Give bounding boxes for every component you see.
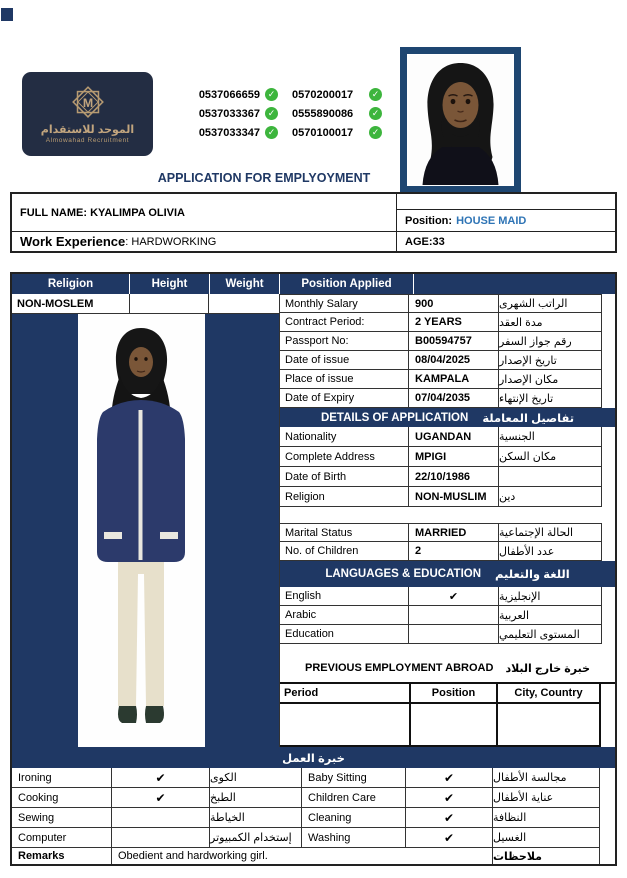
row-value: MARRIED [409,523,499,542]
full-body-photo-area [12,314,279,747]
table-row [280,542,615,561]
phone-number: 0537033367 [198,107,260,120]
corner-mark [1,8,13,21]
table-row [280,351,615,370]
employment-table-empty-row [280,704,615,747]
row-label: Date of Birth [280,467,409,487]
page-title: APPLICATION FOR EMPLYOYMENT [157,171,371,185]
spacer [280,507,615,523]
skill-checkmark: ✔ [112,788,210,808]
phone-numbers-block [194,85,390,142]
whatsapp-check-icon: ✓ [265,88,278,101]
remarks-row [12,848,615,864]
logo-english-name: Almowahad Recruitment [45,137,130,145]
row-label: Monthly Salary [280,294,409,313]
row-value: 22/10/1986 [409,467,499,487]
city-country-cell [498,704,601,747]
empty-cell [397,194,615,210]
phone-row [194,104,390,123]
row-arabic-label: العربية [499,606,602,625]
height-value-cell [130,294,210,314]
identity-table [10,192,617,253]
skill-label: Computer [12,828,112,848]
skill-checkmark: ✔ [406,768,493,788]
skill-arabic-label: الغسيل [493,828,600,848]
row-value: KAMPALA [409,370,499,389]
phone-number: 0555890086 [292,107,354,120]
header-filler [414,274,615,294]
skill-arabic-label: الخياطة [210,808,302,828]
table-row [280,606,615,625]
row-arabic-label: الراتب الشهرى [499,294,602,313]
period-cell [280,704,411,747]
remarks-label: Remarks [12,848,112,864]
row-label: Marital Status [280,523,409,542]
height-header: Height [130,274,210,294]
skill-checkmark: ✔ [406,808,493,828]
checkmark-cell [409,625,499,644]
phone-number: 0570100017 [292,126,354,139]
skill-checkmark: ✔ [112,768,210,788]
row-value: 08/04/2025 [409,351,499,370]
application-details-panel [280,294,615,747]
row-value: 2 [409,542,499,561]
work-experience-label: Work Experience [20,234,126,249]
row-label: Place of issue [280,370,409,389]
row-arabic-label: مكان الإصدار [499,370,602,389]
skill-checkmark [112,808,210,828]
remarks-value: Obedient and hardworking girl. [112,848,493,864]
row-label: Contract Period: [280,313,409,332]
applicant-portrait-photo [400,47,521,193]
phone-row [194,123,390,142]
phone-number: 0537066659 [198,88,260,101]
work-experience-cell [12,232,396,251]
row-arabic-label: دين [499,487,602,507]
whatsapp-check-icon: ✓ [369,126,382,139]
skill-checkmark [112,828,210,848]
row-arabic-label: الجنسية [499,427,602,447]
religion-header: Religion [12,274,130,294]
phone-number: 0537033347 [198,126,260,139]
skill-label: Washing [302,828,406,848]
work-experience-value: : HARDWORKING [125,235,217,248]
full-body-photo [78,314,205,747]
portrait-illustration [408,55,513,185]
table-row [280,370,615,389]
position-label: Position: [405,214,453,227]
position-applied-header: Position Applied [280,274,414,294]
phone-number: 0570200017 [292,88,354,101]
row-arabic-label: الإنجليزية [499,587,602,606]
skills-row [12,808,615,828]
weight-value-cell [209,294,279,314]
table-row [280,625,615,644]
phone-row [194,85,390,104]
row-label: Religion [280,487,409,507]
table-row [280,587,615,606]
section-title: PREVIOUS EMPLOYMENT ABROAD [304,662,494,674]
skill-label: Sewing [12,808,112,828]
agency-logo [22,72,153,156]
whatsapp-check-icon: ✓ [369,107,382,120]
table-row [280,487,615,507]
row-arabic-label: مدة العقد [499,313,602,332]
row-label: Nationality [280,427,409,447]
main-table-header [12,274,615,294]
identity-right-column [397,194,615,251]
row-label: Education [280,625,409,644]
table-row [280,313,615,332]
position-value: HOUSE MAID [456,214,527,227]
whatsapp-check-icon: ✓ [265,107,278,120]
religion-value-cell: NON-MOSLEM [12,294,130,314]
religion-value-row [12,294,279,314]
skills-row [12,768,615,788]
remarks-arabic-label: ملاحظات [493,848,600,864]
row-label: Arabic [280,606,409,625]
main-table-body [12,294,615,747]
skill-checkmark: ✔ [406,828,493,848]
spacer [280,644,615,654]
skill-label: Cooking [12,788,112,808]
main-application-table [10,272,617,866]
row-value: 900 [409,294,499,313]
previous-employment-section-header [280,654,615,682]
row-label: No. of Children [280,542,409,561]
logo-arabic-name: الموحد للاستقدام [40,124,135,137]
checkmark-cell: ✔ [409,587,499,606]
section-title-arabic: خبرة خارج البلاد [505,662,591,675]
skill-label: Ironing [12,768,112,788]
row-value: B00594757 [409,332,499,351]
skill-label: Baby Sitting [302,768,406,788]
photo-panel [12,294,280,747]
skill-arabic-label: عناية الأطفال [493,788,600,808]
full-body-illustration [78,314,205,747]
table-row [280,332,615,351]
row-arabic-label: عدد الأطفال [499,542,602,561]
row-label: English [280,587,409,606]
row-arabic-label: مكان السكن [499,447,602,467]
age-cell: AGE:33 [405,235,445,248]
skill-arabic-label: النظافة [493,808,600,828]
row-arabic-label: تاريخ الإنتهاء [499,389,602,408]
skill-arabic-label: مجالسة الأطفال [493,768,600,788]
row-value: 07/04/2035 [409,389,499,408]
table-row [280,389,615,408]
row-label: Date of issue [280,351,409,370]
logo-monogram: M [82,96,93,111]
row-arabic-label: تاريخ الإصدار [499,351,602,370]
row-value: NON-MUSLIM [409,487,499,507]
skill-label: Cleaning [302,808,406,828]
table-row [280,294,615,313]
full-name-cell: FULL NAME: KYALIMPA OLIVIA [12,194,396,232]
row-value: MPIGI [409,447,499,467]
position-cell [397,210,615,232]
section-title-arabic: خبرة العمل [282,752,345,765]
row-value: 2 YEARS [409,313,499,332]
skill-arabic-label: الكوى [210,768,302,788]
row-label: Date of Expiry [280,389,409,408]
work-skills-section-header [12,747,615,768]
skill-arabic-label: إستخدام الكمبيوتر [210,828,302,848]
row-arabic-label [499,467,602,487]
employment-table-header [280,682,615,704]
row-arabic-label: رقم جواز السفر [499,332,602,351]
identity-left-column [12,194,397,251]
skills-row [12,788,615,808]
row-arabic-label: الحالة الإجتماعية [499,523,602,542]
languages-education-section-header [280,561,615,587]
skill-arabic-label: الطبخ [210,788,302,808]
table-row [280,467,615,487]
row-label: Complete Address [280,447,409,467]
skills-row [12,828,615,848]
section-title: LANGUAGES & EDUCATION [325,568,482,580]
position-cell [411,704,498,747]
position-column-header: Position [411,682,498,704]
section-title-arabic: اللغة والتعليم [495,569,570,581]
table-row [280,447,615,467]
row-arabic-label: المستوى التعليمي [499,625,602,644]
weight-header: Weight [210,274,280,294]
row-label: Passport No: [280,332,409,351]
details-of-application-section-header [280,408,615,427]
city-country-column-header: City, Country [498,682,601,704]
section-title-arabic: تفاصيل المعاملة [482,412,575,425]
whatsapp-check-icon: ✓ [369,88,382,101]
skill-checkmark: ✔ [406,788,493,808]
period-column-header: Period [280,682,411,704]
logo-star-emblem-icon [67,83,109,123]
checkmark-cell [409,606,499,625]
row-value: UGANDAN [409,427,499,447]
skill-label: Children Care [302,788,406,808]
section-title: DETAILS OF APPLICATION [320,411,469,424]
table-row [280,427,615,447]
table-row [280,523,615,542]
whatsapp-check-icon: ✓ [265,126,278,139]
